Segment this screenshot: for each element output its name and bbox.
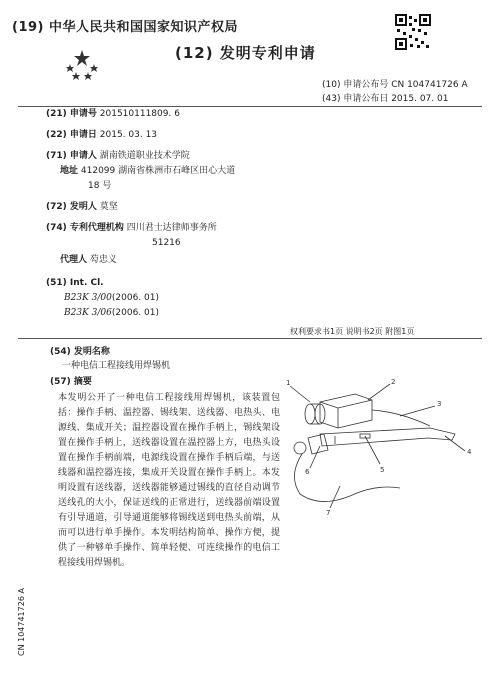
classification-2 [64,306,235,321]
document-type-heading: (12) 发明专利申请 [175,44,316,62]
address: 412099 湖南省株洲市石峰区田心大道 [80,166,236,176]
figure-label: 6 [305,468,310,476]
applicant-row [46,149,235,164]
inventor: 莫坚 [99,202,118,212]
agency: 四川君士达律师事务所 [126,223,217,233]
address-continued: 18 号 [88,181,112,191]
side-publication-number: CN 104741726 A [17,588,26,656]
intcl-label: (51) Int. Cl. [46,278,104,288]
figure-label: 1 [286,379,291,387]
page-counts: 权利要求书1页 说明书2页 附图1页 [290,327,415,336]
publication-number: (10) 申请公布号 CN 104741726 A [322,80,468,90]
publication-info [322,78,468,106]
figure-label: 4 [467,448,472,456]
agent-label: 代理人 [60,255,88,265]
invention-title: 一种电信工程接线用焊锡机 [62,361,171,371]
applicant-label: (71) 申请人 [46,151,97,161]
title-label: (54) 发明名称 [50,347,110,357]
classification-1 [64,291,235,306]
classification-year: (2006. 01) [111,293,159,303]
agent-row [60,253,235,268]
agency-code: 51216 [152,238,181,248]
abstract-label: (57) 摘要 [50,377,92,387]
figure-label: 7 [326,509,331,516]
application-number-row [46,107,235,122]
application-number-label: (21) 申请号 [46,109,97,119]
issuer-heading: (19) 中华人民共和国国家知识产权局 [12,20,238,35]
figure-label: 5 [380,466,385,474]
abstract-text: 本发明公开了一种电信工程接线用焊锡机，该装置包括：操作手柄、温控器、锡线架、送线器、电热头、电源线、集成开关；温控器设置在操作手柄上，锡线架设置在操作手柄上，送线器设置在温控器上方，电热头设置在操作手柄前端，电源线设置在操作手柄后端，与送线器和温控器连接，集成开关设置在操作手柄上。本发明设置有送线器，送线器能够通过锡线的直径自动调节送线孔的大小，保证送线的正常进行，送线器前端设置有引导通道，引导通道能够将锡线送到电热头前端，从而可以进行单手操作。本发明结构简单、操作方便，提供了一种够单手操作、简单轻便、可连续操作的电信工程接线用焊锡机。 [58,393,280,568]
agency-row [46,221,235,236]
agency-label: (74) 专利代理机构 [46,223,124,233]
classification-code: B23K 3/00 [64,293,112,303]
cnipa-logo [62,48,102,82]
filing-date: 2015. 03. 13 [99,130,158,140]
inventor-row [46,200,235,215]
address-row [60,164,235,179]
classification-code: B23K 3/06 [64,308,112,318]
filing-date-label: (22) 申请日 [46,130,97,140]
soldering-machine-drawing [280,376,480,516]
agent: 芶忠义 [89,255,117,265]
figure-label: 2 [391,378,396,386]
application-number: 201510111809. 6 [99,109,180,119]
filing-date-row [46,128,235,143]
classification-year: (2006. 01) [111,308,159,318]
applicant: 湖南铁道职业技术学院 [99,151,190,161]
address-label: 地址 [60,166,79,176]
publication-date: (43) 申请公布日 2015. 07. 01 [322,94,449,104]
title-section [50,345,170,373]
middle-divider [18,338,482,339]
inventor-label: (72) 发明人 [46,202,97,212]
qr-code-icon [395,14,431,50]
figure-label: 3 [437,400,442,408]
bibliographic-data [46,107,236,321]
